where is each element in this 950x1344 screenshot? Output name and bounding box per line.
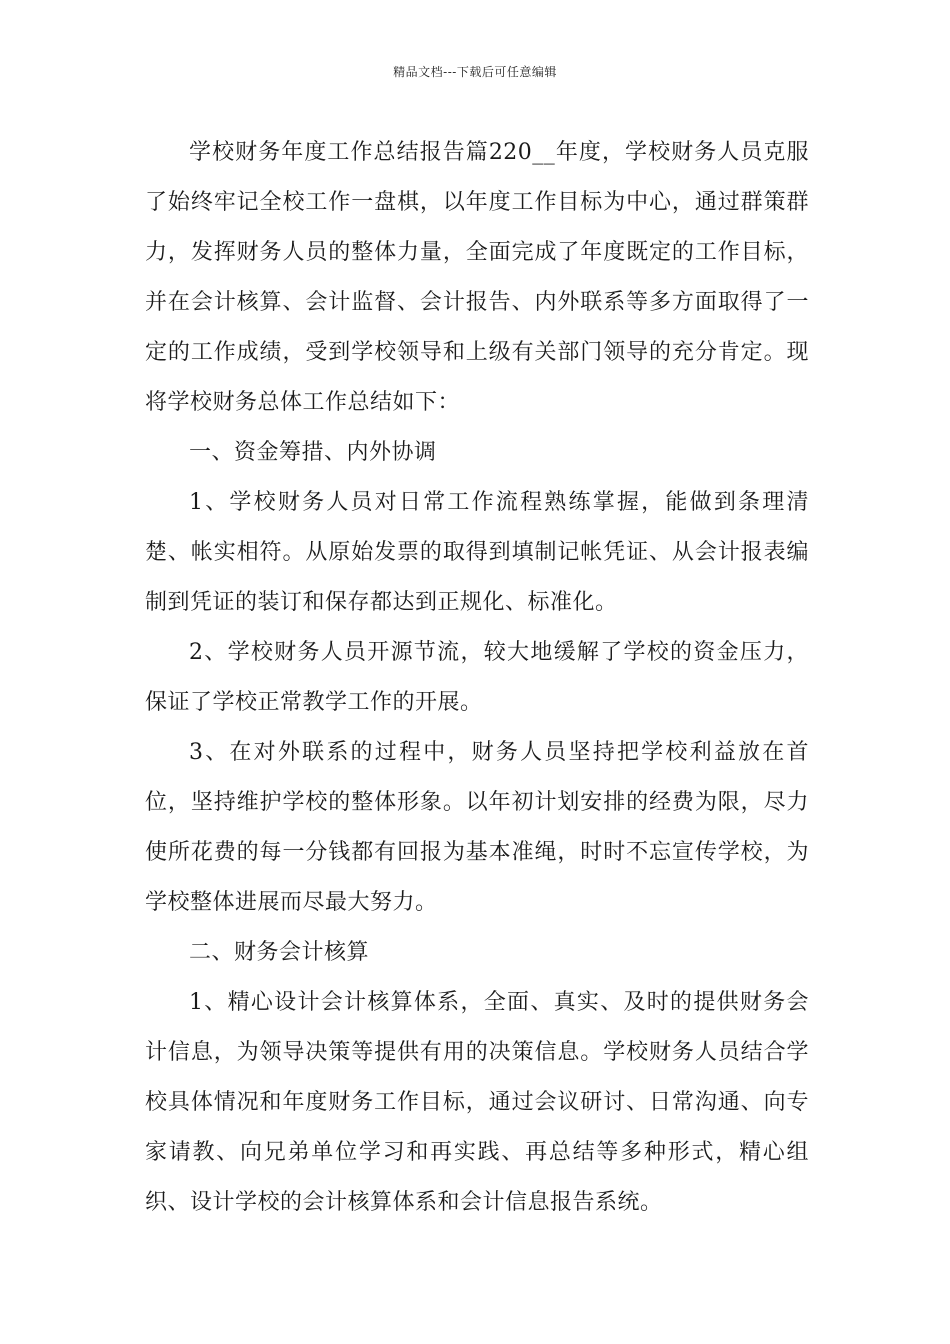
intro-paragraph: 学校财务年度工作总结报告篇220__年度，学校财务人员克服了始终牢记全校工作一盘棋，以年度工作目标为中心，通过群策群力，发挥财务人员的整体力量，全面完成了年度既定的工作目标，并在会计核算、会计监督、会计报告、内外联系等多方面取得了一定的工作成绩，受到学校领导和上级有关部门领导的充分肯定。现将学校财务总体工作总结如下： [145, 140, 809, 415]
section-heading-accounting: 二、财务会计核算 [189, 940, 370, 965]
section2-item-1: 1、精心设计会计核算体系，全面、真实、及时的提供财务会计信息，为领导决策等提供有用的决策信息。学校财务人员结合学校具体情况和年度财务工作目标，通过会议研讨、日常沟通、向专家请教、向兄弟单位学习和再实践、再总结等多种形式，精心组织、设计学校的会计核算体系和会计信息报告系统。 [145, 990, 809, 1215]
section1-item-2: 2、学校财务人员开源节流，较大地缓解了学校的资金压力，保证了学校正常教学工作的开展。 [145, 640, 809, 715]
section1-item-3: 3、在对外联系的过程中，财务人员坚持把学校利益放在首位，坚持维护学校的整体形象。以年初计划安排的经费为限，尽力使所花费的每一分钱都有回报为基本准绳，时时不忘宣传学校，为学校整体进展而尽最大努力。 [145, 740, 809, 915]
page-header: 精品文档---下载后可任意编辑 [393, 65, 557, 79]
section1-item-1: 1、学校财务人员对日常工作流程熟练掌握，能做到条理清楚、帐实相符。从原始发票的取得到填制记帐凭证、从会计报表编制到凭证的装订和保存都达到正规化、标准化。 [145, 490, 809, 615]
section-heading-funding: 一、资金筹措、内外协调 [189, 440, 437, 465]
document-body [145, 128, 809, 1228]
